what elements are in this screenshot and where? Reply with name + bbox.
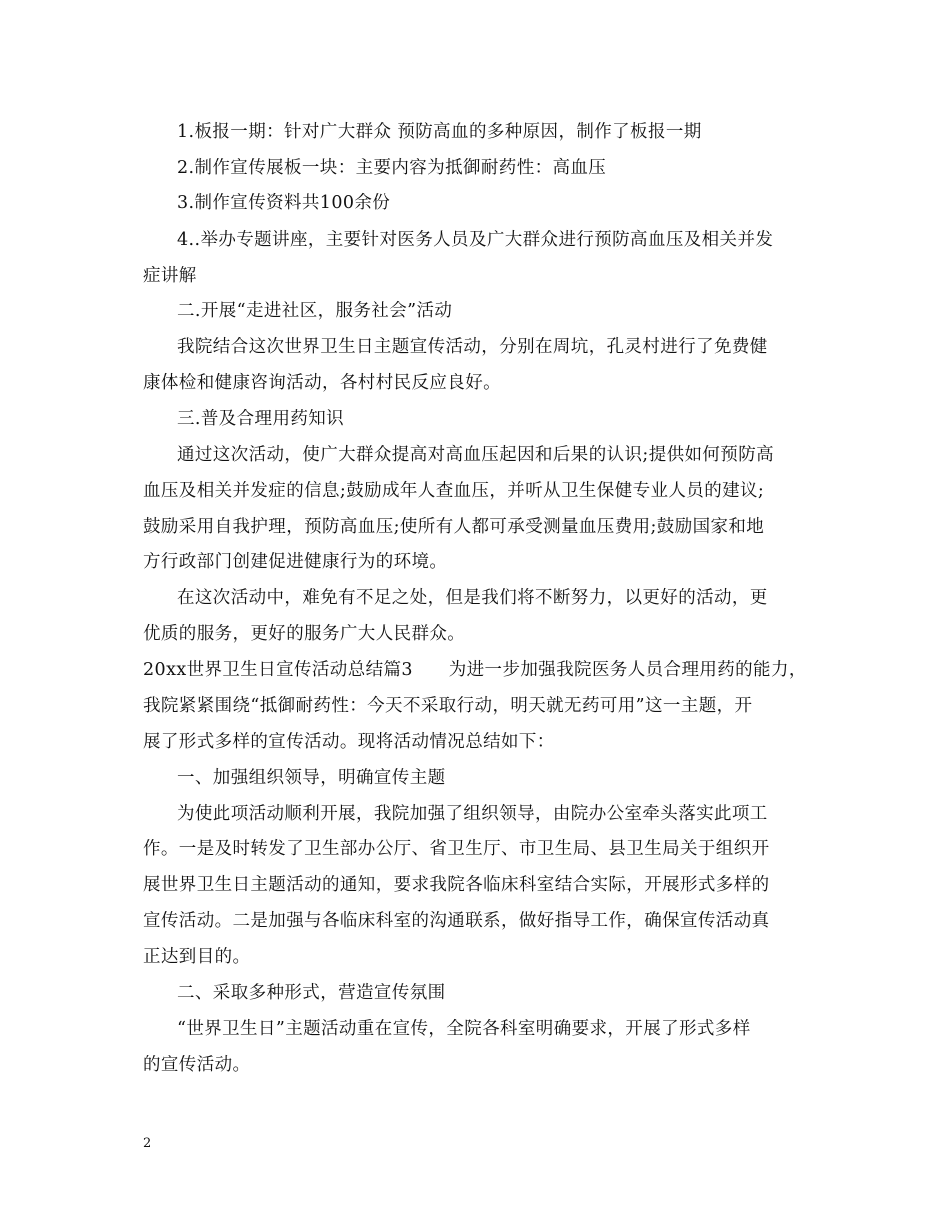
text-line: 2.制作宣传展板一块：主要内容为抵御耐药性：高血压 <box>177 158 607 178</box>
section-heading: 二、采取多种形式，营造宣传氛围 <box>177 983 446 1003</box>
text-line: 作。一是及时转发了卫生部办公厅、省卫生厅、市卫生局、县卫生局关于组织开 <box>143 839 770 859</box>
section-heading: 一、加强组织领导，明确宣传主题 <box>177 768 446 788</box>
text-line: 症讲解 <box>143 266 197 286</box>
page-number: 2 <box>143 1136 152 1151</box>
section-heading: 三.普及合理用药知识 <box>177 409 345 429</box>
text-line: 方行政部门创建促进健康行为的环境。 <box>143 552 448 572</box>
text-line: 在这次活动中，难免有不足之处，但是我们将不断努力，以更好的活动，更 <box>177 588 768 608</box>
text-line: 鼓励采用自我护理，预防高血压;使所有人都可承受测量血压费用;鼓励国家和地 <box>143 517 765 537</box>
text-line: 展了形式多样的宣传活动。现将活动情况总结如下： <box>143 732 555 752</box>
text-line: 1.板报一期：针对广大群众 预防高血的多种原因，制作了板报一期 <box>177 122 702 142</box>
text-line: “世界卫生日”主题活动重在宣传，全院各科室明确要求，开展了形式多样 <box>177 1019 751 1039</box>
text-line: 优质的服务，更好的服务广大人民群众。 <box>143 624 466 644</box>
text-line: 展世界卫生日主题活动的通知，要求我院各临床科室结合实际，开展形式多样的 <box>143 875 770 895</box>
text-line: 我院结合这次世界卫生日主题宣传活动，分别在周坑，孔灵村进行了免费健 <box>177 337 768 357</box>
text-line: 血压及相关并发症的信息;鼓励成年人查血压，并听从卫生保健专业人员的建议; <box>143 481 765 501</box>
text-line: 我院紧紧围绕“抵御耐药性：今天不采取行动，明天就无药可用”这一主题，开 <box>143 696 753 716</box>
text-line: 4..举办专题讲座，主要针对医务人员及广大群众进行预防高血压及相关并发 <box>177 230 774 250</box>
text-line: 宣传活动。二是加强与各临床科室的沟通联系，做好指导工作，确保宣传活动真 <box>143 911 770 931</box>
text-line: 通过这次活动，使广大群众提高对高血压起因和后果的认识;提供如何预防高 <box>177 445 774 465</box>
text-line: 的宣传活动。 <box>143 1055 251 1075</box>
text-line: 3.制作宣传资料共100余份 <box>177 193 391 213</box>
section-heading: 二.开展“走进社区，服务社会”活动 <box>177 301 453 321</box>
text-line: 为使此项活动顺利开展，我院加强了组织领导，由院办公室牵头落实此项工 <box>177 804 768 824</box>
text-line: 康体检和健康咨询活动，各村村民反应良好。 <box>143 373 501 393</box>
text-line: 正达到目的。 <box>143 947 251 967</box>
article-title-line: 20xx世界卫生日宣传活动总结篇3 为进一步加强我院医务人员合理用药的能力， <box>143 660 807 680</box>
